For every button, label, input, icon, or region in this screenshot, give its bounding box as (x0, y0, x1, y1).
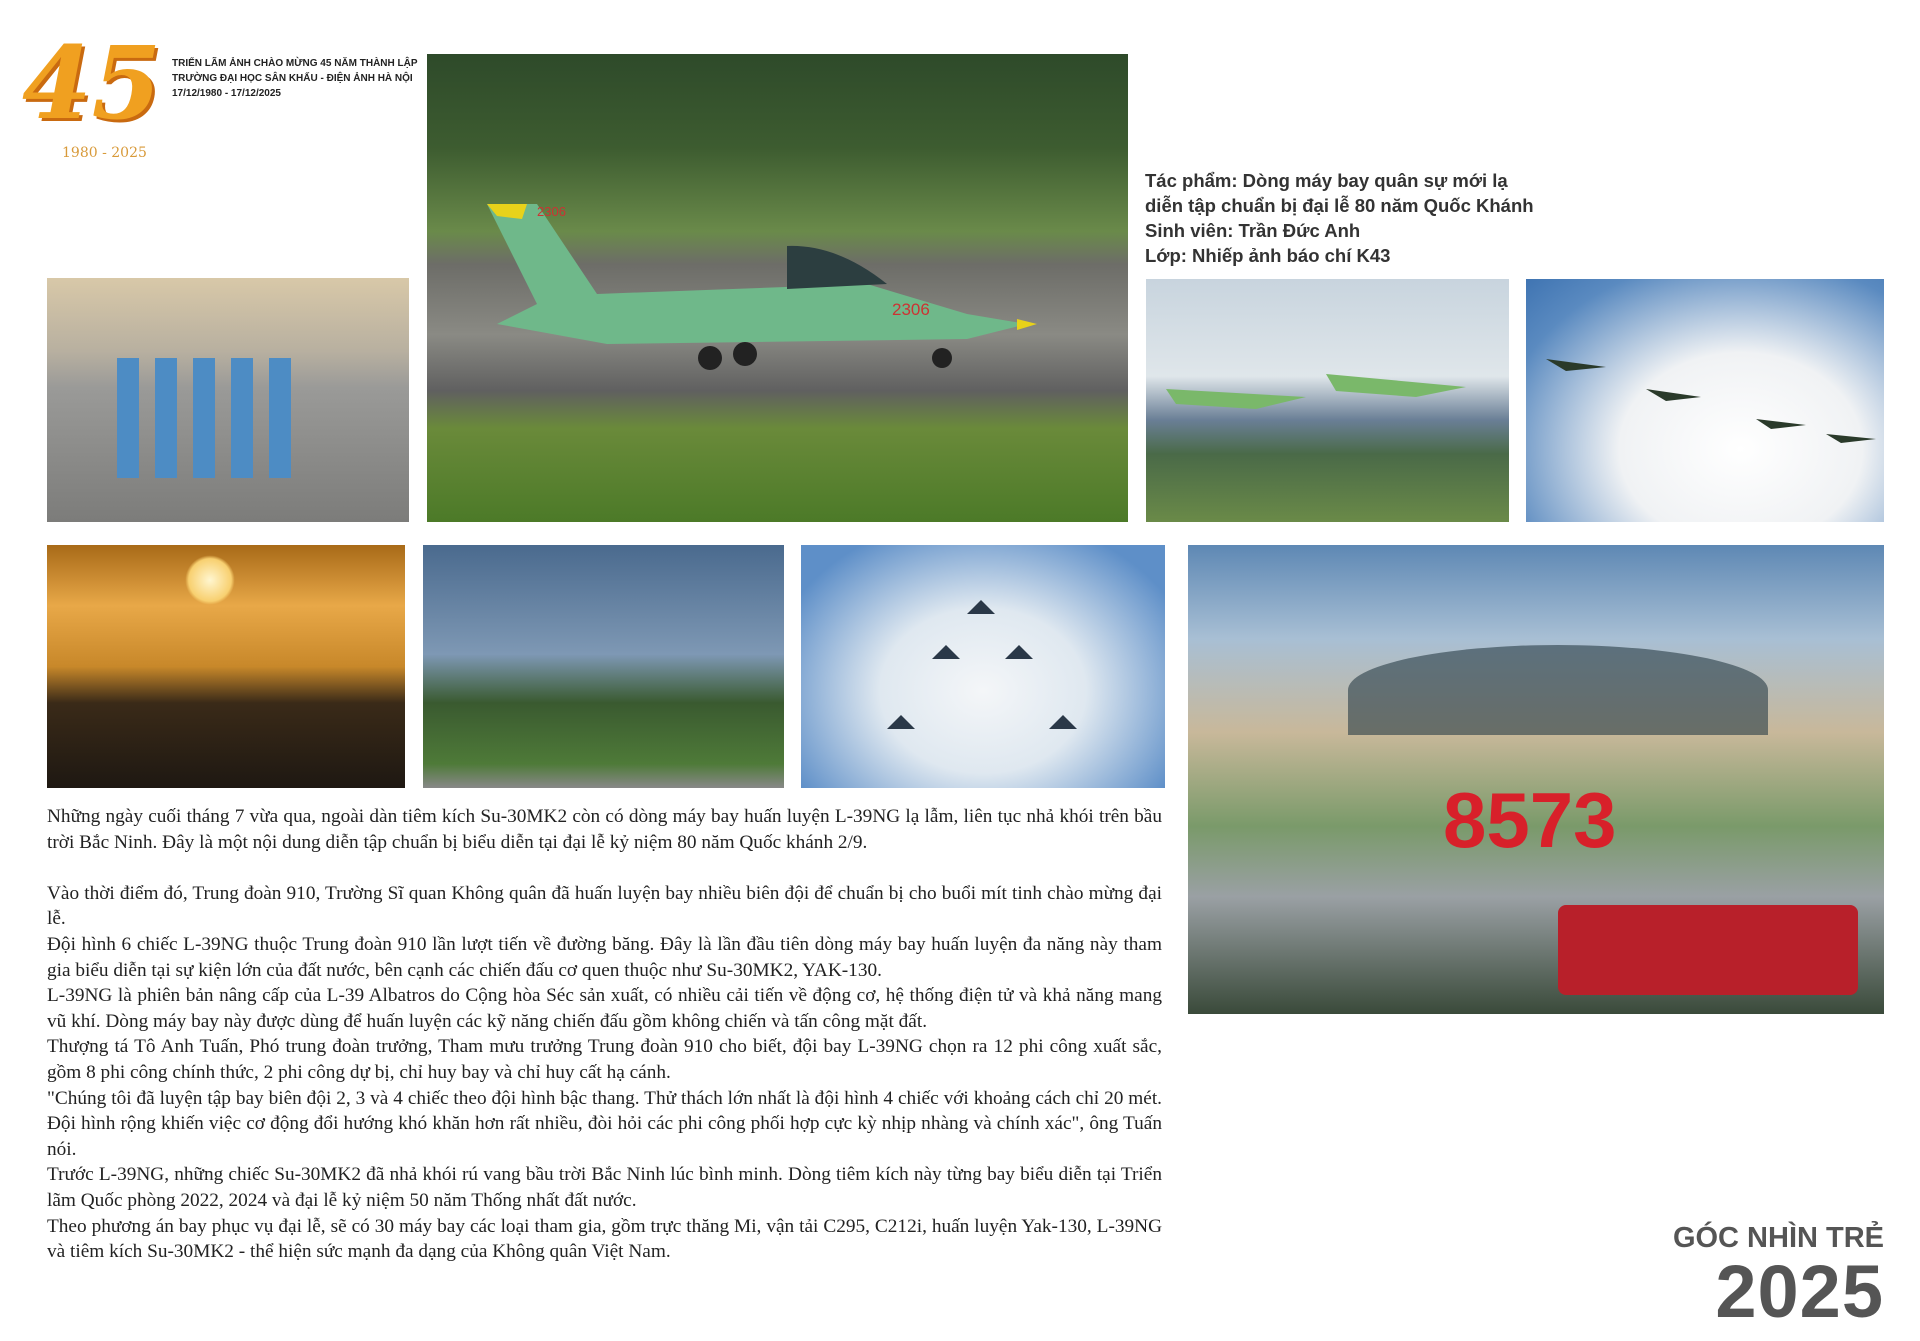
caption-title-cont: diễn tập chuẩn bị đại lễ 80 năm Quốc Khánh (1145, 195, 1534, 216)
article-paragraph: L-39NG là phiên bản nâng cấp của L-39 Albatros do Cộng hòa Séc sản xuất, có nhiều cải tiến về động cơ, hệ thống điện tử và khả năng mang vũ khí. Dòng máy bay này được dùng để huấn luyện các kỹ năng chiến đấu gồm không chiến và tấn công mặt đất. (47, 985, 1162, 1032)
aircraft-number: 8573 (1443, 776, 1617, 864)
header-line: 17/12/1980 - 17/12/2025 (172, 88, 281, 99)
article-paragraph: Trước L-39NG, những chiếc Su-30MK2 đã nhả khói rú vang bầu trời Bắc Ninh lúc bình minh. Dòng tiêm kích này từng bay biểu diễn tại Triển lãm Quốc phòng 2022, 2024 và đại lễ kỷ niệm 50 năm Thống nhất đất nước. (47, 1164, 1162, 1211)
article-paragraph: Vào thời điểm đó, Trung đoàn 910, Trường Sĩ quan Không quân đã huấn luyện bay nhiều biên đội để chuẩn bị cho buổi mít tinh chào mừng đại lễ. (47, 882, 1162, 930)
jet-illustration (427, 54, 1128, 522)
article-paragraph: Đội hình 6 chiếc L-39NG thuộc Trung đoàn 910 lần lượt tiến về đường băng. Đây là lần đầu tiên dòng máy bay huấn luyện đa năng này tham gia biểu diễn tại sự kiện lớn của đất nước, bên cạnh các chiến đấu cơ quen thuộc như Su-30MK2, YAK-130. (47, 933, 1162, 981)
artwork-caption (1145, 168, 1534, 268)
photo-formation-over-village (423, 545, 784, 788)
brand-year: 2025 (1715, 1250, 1884, 1333)
brand-title: GÓC NHÌN TRẺ (1672, 1222, 1884, 1254)
logo-years: 1980 - 2025 (62, 145, 147, 161)
photo-jets-in-clouds (1526, 279, 1884, 522)
photo-two-jets-over-hills (1146, 279, 1509, 522)
exhibition-header (172, 56, 418, 101)
article-paragraph: Thượng tá Tô Anh Tuấn, Phó trung đoàn trưởng, Tham mưu trưởng Trung đoàn 910 cho biết, đội bay L-39NG chọn ra 12 phi công xuất sắc, gồm 8 phi công chính thức, 2 phi công dự bị, chỉ huy bay và chỉ huy cất hạ cánh. (47, 1036, 1162, 1083)
nose-number: 2306 (892, 300, 930, 319)
header-line: TRIỂN LÃM ẢNH CHÀO MỪNG 45 NĂM THÀNH LẬP (172, 58, 418, 69)
article-body (47, 804, 1162, 1265)
tail-number: 2306 (537, 204, 566, 219)
article-paragraph: "Chúng tôi đã luyện tập bay biên đội 2, 3 và 4 chiếc theo đội hình bậc thang. Thử thách lớn nhất là đội hình 4 chiếc với khoảng cách chỉ 20 mét. Đội hình rộng khiến việc cơ động đổi hướng khó khăn hơn rất nhiều, đòi hỏi các phi công phối hợp cực kỳ nhịp nhàng và chính xác", ông Tuấn nói. (47, 1087, 1162, 1160)
photo-l39ng-takeoff (427, 54, 1128, 522)
photo-pilots-walking (47, 278, 409, 522)
photo-su30mk2-closeup (1188, 545, 1884, 1014)
caption-student: Sinh viên: Trần Đức Anh (1145, 220, 1361, 241)
logo-number: 45 (22, 24, 162, 142)
article-paragraph: Theo phương án bay phục vụ đại lễ, sẽ có 30 máy bay các loại tham gia, gồm trực thăng Mi, vận tải C295, C212i, huấn luyện Yak-130, L-39NG và tiêm kích Su-30MK2 - thể hiện sức mạnh đa dạng của Không quân Việt Nam. (47, 1215, 1162, 1263)
caption-class: Lớp: Nhiếp ảnh báo chí K43 (1145, 245, 1391, 266)
anniversary-logo (22, 24, 167, 168)
article-paragraph: Những ngày cuối tháng 7 vừa qua, ngoài dàn tiêm kích Su-30MK2 còn có dòng máy bay huấn luyện L-39NG lạ lẫm, liên tục nhả khói trên bầu trời Bắc Ninh. Đây là một nội dung diễn tập chuẩn bị biểu diễn tại đại lễ kỷ niệm 80 năm Quốc khánh 2/9. (47, 806, 1162, 853)
caption-title: Tác phẩm: Dòng máy bay quân sự mới lạ (1145, 170, 1508, 191)
photo-su30-formation (801, 545, 1165, 788)
header-line: TRƯỜNG ĐẠI HỌC SÂN KHẤU - ĐIỆN ẢNH HÀ NỘI (172, 73, 413, 84)
photo-sunset-airfield (47, 545, 405, 788)
brand-mark (1660, 1222, 1884, 1333)
